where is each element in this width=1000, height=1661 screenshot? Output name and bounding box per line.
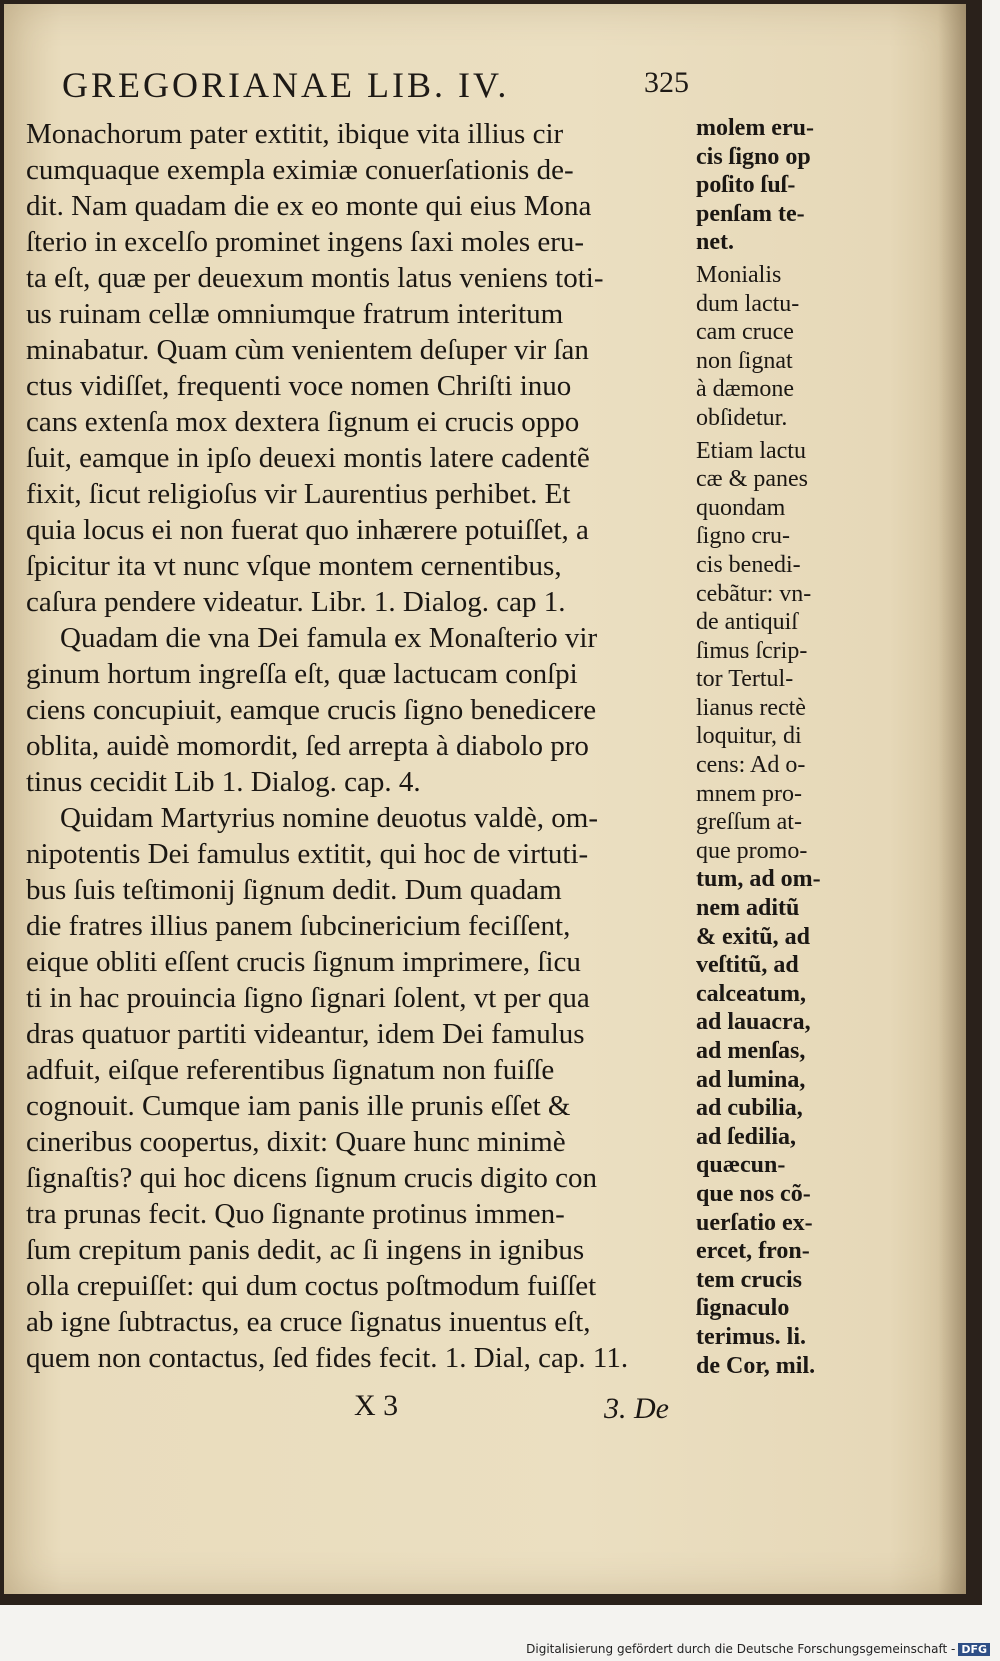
book-page [4,4,966,1594]
margin-note-line: que nos cõ- [696,1180,811,1207]
margin-note-line: uerſatio ex- [696,1209,813,1236]
margin-note-line: poſito ſuſ- [696,172,796,199]
margin-note-line: & exitũ, ad [696,923,810,950]
text-line: ſum crepitum panis dedit, ac ſi ingens in ignibus [26,1234,585,1266]
page-number: 325 [644,66,689,99]
running-title: GREGORIANAE LIB. IV. [62,65,510,105]
margin-note-line: greſſum at- [696,809,802,836]
margin-note-line: quæcun- [696,1152,786,1179]
margin-note-line: Etiam lactu [696,437,806,464]
text-line: caſura pendere videatur. Libr. 1. Dialog. cap 1. [26,586,566,618]
margin-note-line: cebãtur: vn- [696,580,812,607]
margin-note-line: de antiquiſ [696,609,798,636]
text-line: ciens concupiuit, eamque crucis ſigno benedicere [26,694,597,726]
text-line: eique obliti eſſent crucis ſignum imprimere, ſicu [26,946,581,978]
signature-mark: X 3 [354,1389,399,1422]
margin-note-line: lianus rectè [696,694,806,721]
margin-note-line: veſtitũ, ad [696,952,799,979]
margin-note-line: non ſignat [696,347,793,374]
margin-note-line: molem eru- [696,115,814,141]
text-line: ta eſt, quæ per deuexum montis latus veniens toti- [26,262,604,294]
text-line: cineribus coopertus, dixit: Quare hunc minimè [26,1126,566,1158]
text-line: ſterio in excelſo prominet ingens ſaxi moles eru- [26,226,585,258]
text-line: fixit, ſicut religioſus vir Laurentius perhibet. Et [26,478,571,510]
margin-note-line: net. [696,229,734,256]
text-line: cans extenſa mox dextera ſignum ei crucis oppo [26,406,580,438]
text-line: olla crepuiſſet: qui dum coctus poſtmodum fuiſſet [26,1270,597,1302]
margin-note-line: calceatum, [696,980,806,1007]
margin-note-line: tem crucis [696,1266,802,1293]
text-line: nipotentis Dei famulus extitit, qui hoc de virtuti- [26,838,589,870]
margin-note-line: Monialis [696,261,782,288]
margin-note-line: tum, ad om- [696,866,821,893]
text-line: cognouit. Cumque iam panis ille prunis eſſet & [26,1090,571,1122]
margin-note-line: cens: Ad o- [696,752,806,779]
margin-note-line: ſigno cru- [696,523,790,550]
digitization-credit [526,1642,990,1656]
catchword: 3. De [604,1392,669,1425]
dfg-logo: DFG [958,1643,990,1656]
margin-note-line: ad lumina, [696,1066,806,1093]
text-line: Monachorum pater extitit, ibique vita illius cir [26,118,564,150]
text-line: tra prunas fecit. Quo ſignante protinus immen- [26,1198,565,1230]
credit-text: Digitalisierung gefördert durch die Deutsche Forschungsgemeinschaft - [526,1642,956,1656]
margin-note-line: de Cor, mil. [696,1352,816,1379]
main-text-block [26,116,686,1376]
text-line: adfuit, eiſque referentibus ſignatum non fuiſſe [26,1054,555,1086]
margin-note-line: cis benedi- [696,551,801,578]
text-line: ſuit, eamque in ipſo deuexi montis latere cadentẽ [26,442,590,474]
text-line: minabatur. Quam cùm venientem deſuper vir ſan [26,334,589,366]
margin-note-line: nem aditũ [696,895,800,922]
margin-note-line: cam cruce [696,319,794,346]
text-line: Quidam Martyrius nomine deuotus valdè, om- [60,802,599,834]
text-line: ctus vidiſſet, frequenti voce nomen Chriſti inuo [26,370,572,402]
margin-note-line: quondam [696,494,786,521]
text-line: dit. Nam quadam die ex eo monte qui eius Mona [26,190,592,222]
margin-note-line: penſam te- [696,200,805,227]
text-line: bus ſuis teſtimonij ſignum dedit. Dum quadam [26,874,562,906]
margin-note-line: terimus. li. [696,1323,806,1350]
margin-note-line: cæ & panes [696,466,808,493]
text-line: cumquaque exempla eximiæ conuerſationis de- [26,154,574,186]
margin-note-line: cis ſigno op [696,143,811,170]
text-line: ſpicitur ita vt nunc vſque montem cernentibus, [26,550,562,582]
text-line: Quadam die vna Dei famula ex Monaſterio vir [60,622,598,654]
margin-note-line: ad ſedilia, [696,1123,797,1150]
text-line: ginum hortum ingreſſa eſt, quæ lactucam conſpi [26,658,578,690]
margin-note-line: ercet, fron- [696,1238,810,1265]
text-line: quem non contactus, ſed fides fecit. 1. Dial, cap. 11. [26,1342,629,1374]
margin-note-line: ad menſas, [696,1038,806,1064]
margin-note-line: à dæmone [696,376,794,403]
margin-note-line: ad lauacra, [696,1009,811,1036]
margin-note-line: ſimus ſcrip- [696,637,808,664]
page-edge-shadow [938,4,966,1594]
text-line: dras quatuor partiti videantur, idem Dei famulus [26,1018,585,1050]
text-line: ti in hac prouincia ſigno ſignari ſolent, vt per qua [26,982,590,1014]
margin-note-line: que promo- [696,837,808,864]
marginal-notes [696,114,856,1380]
margin-note-line: obſidetur. [696,404,788,431]
margin-note-line: dum lactu- [696,290,800,317]
text-line: die fratres illius panem ſubcinericium feciſſent, [26,910,571,942]
text-line: quia locus ei non fuerat quo inhærere potuiſſet, a [26,514,589,546]
margin-note-line: mnem pro- [696,780,802,807]
text-line: tinus cecidit Lib 1. Dialog. cap. 4. [26,766,421,798]
text-line: ſignaſtis? qui hoc dicens ſignum crucis digito con [26,1162,598,1194]
margin-note-line: ſignaculo [696,1295,790,1322]
margin-note-line: loquitur, di [696,723,802,750]
text-line: us ruinam cellæ omniumque fratrum interitum [26,298,564,330]
margin-note-line: tor Tertul- [696,666,794,693]
margin-note-line: ad cubilia, [696,1095,803,1122]
text-line: ab igne ſubtractus, ea cruce ſignatus inuentus eſt, [26,1306,591,1338]
text-line: oblita, auidè momordit, ſed arrepta à diabolo pro [26,730,589,762]
